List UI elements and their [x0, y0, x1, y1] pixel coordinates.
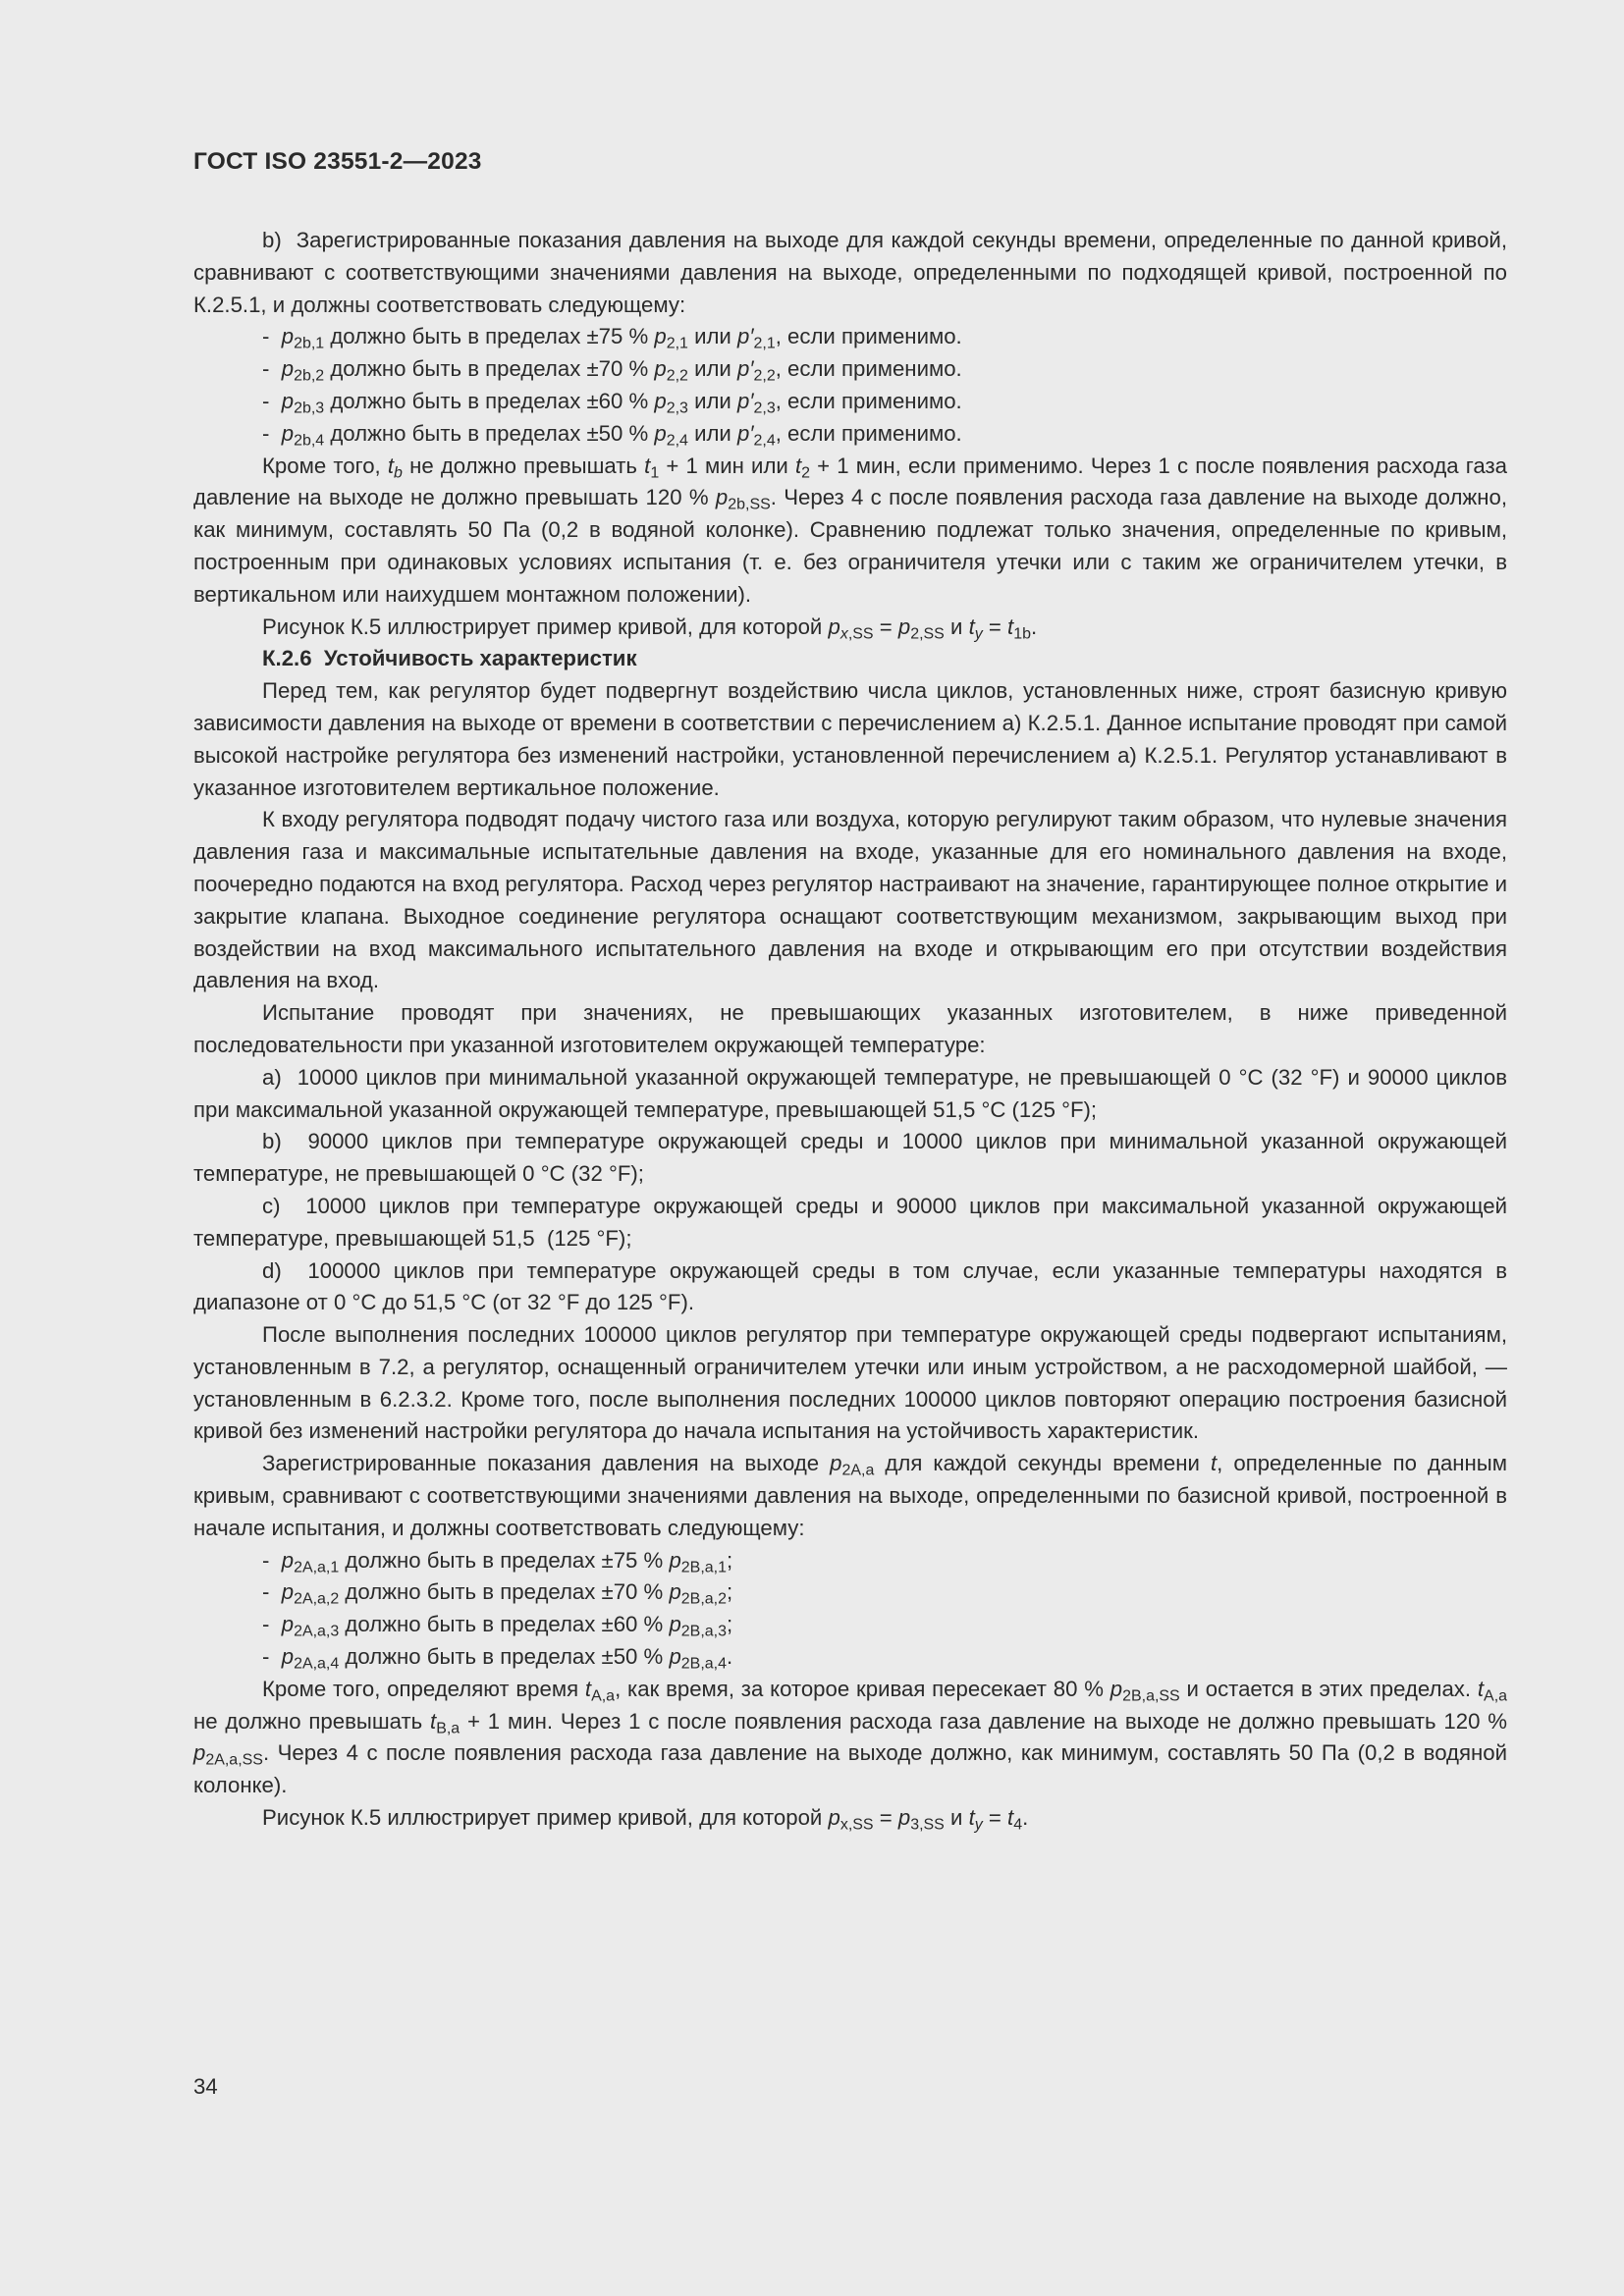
- list-item: - $p_{2b,1}$ должно быть в пределах ±75 % $p_{2,1}$ или $p'_{2,1}$, если применимо.: [262, 324, 962, 352]
- document-header: ГОСТ ISO 23551-2—2023: [193, 148, 482, 175]
- paragraph: Испытание проводят при значениях, не превышающих указанных изготовителем, в ниже приведенной последовательности при указанной изготовителем окружающей температуре:: [193, 1000, 1507, 1057]
- paragraph: Кроме того, $t_b$ не должно превышать $t_1 + 1$ мин или $t_2 + 1$ мин, если применимо. Через 1 с после появления расхода газа давление на выходе не должно превышать 120 % $p_{2b,SS}$. Через 4 с после появления расхода газа давление на выходе должно, как минимум, составлять 50 Па (0,2 в водяной колонке). Сравнению подлежат только значения, определенные по кривым, построенным при одинаковых условиях испытания (т. е. без ограничителя утечки или с таким же ограничителем утечки, в вертикальном или наихудшем монтажном положении).: [193, 453, 1508, 607]
- list-item: - $p_{2А,а,3}$ должно быть в пределах ±60 % $p_{2В,а,3}$;: [262, 1612, 733, 1640]
- document-body: [193, 225, 1507, 1835]
- paragraph: Рисунок К.5 иллюстрирует пример кривой, для которой $p_{x,SS} = p_{3,SS}$ и $t_y = t_4$.: [262, 1805, 1029, 1834]
- paragraph: с) 10000 циклов при температуре окружающей среды и 90000 циклов при максимальной указанной окружающей температуре, превышающей 51,5 (125 °F);: [193, 1193, 1507, 1251]
- paragraph: Рисунок К.5 иллюстрирует пример кривой, для которой $p_{x,SS} = p_{2,SS}$ и $t_y = t_{1b}$.: [262, 614, 1038, 643]
- paragraph: b) 90000 циклов при температуре окружающей среды и 10000 циклов при минимальной указанной окружающей температуре, не превышающей 0 °С (32 °F);: [193, 1129, 1507, 1187]
- paragraph: К входу регулятора подводят подачу чистого газа или воздуха, которую регулируют таким образом, что нулевые значения давления газа и максимальные испытательные давления на входе, указанные для его номинального давления на входе, поочередно подаются на вход регулятора. Расход через регулятор настраивают на значение, гарантирующее полное открытие и закрытие клапана. Выходное соединение регулятора оснащают соответствующим механизмом, закрывающим выход при воздействии на вход максимального испытательного давления на входе и открывающим его при отсутствии воздействия давления на вход.: [193, 807, 1507, 993]
- paragraph: а) 10000 циклов при минимальной указанной окружающей температуре, не превышающей 0 °С (32 °F) и 90000 циклов при максимальной указанной окружающей температуре, превышающей 51,5 °С (125 °F);: [193, 1064, 1507, 1122]
- paragraph: После выполнения последних 100000 циклов регулятор при температуре окружающей среды подвергают испытаниям, установленным в 7.2, а регулятор, оснащенный ограничителем утечки или иным устройством, а не расходомерной шайбой, — установленным в 6.2.3.2. Кроме того, после выполнения последних 100000 циклов повторяют операцию построения базисной кривой без изменений настройки регулятора до начала испытания на устойчивость характеристик.: [193, 1322, 1507, 1444]
- paragraph: d) 100000 циклов при температуре окружающей среды в том случае, если указанные температуры находятся в диапазоне от 0 °С до 51,5 °С (от 32 °F до 125 °F).: [193, 1257, 1507, 1315]
- list-item: - $p_{2b,4}$ должно быть в пределах ±50 % $p_{2,4}$ или $p'_{2,4}$, если применимо.: [262, 420, 962, 450]
- section-heading: К.2.6 Устойчивость характеристик: [262, 646, 637, 671]
- list-item: - $p_{2b,2}$ должно быть в пределах ±70 % $p_{2,2}$ или $p'_{2,2}$, если применимо.: [262, 356, 962, 385]
- paragraph: Зарегистрированные показания давления на выходе $p_{2А,а}$ для каждой секунды времени t, определенные по данным кривым, сравнивают с соответствующими значениями давления на выходе, определенными по базисной кривой, построенной в начале испытания, и должны соответствовать следующему:: [193, 1451, 1507, 1540]
- list-item: - $p_{2А,а,1}$ должно быть в пределах ±75 % $p_{2В,а,1}$;: [262, 1547, 733, 1576]
- paragraph: Кроме того, определяют время $t_{А,а}$, как время, за которое кривая пересекает 80 % $p_{2В,а,SS}$ и остается в этих пределах. $t_{А,а}$ не должно превышать $t_{В,а} + 1$ мин. Через 1 с после появления расхода газа давление на выходе не должно превышать 120 % $p_{2А,а,SS}$. Через 4 с после появления расхода газа давление на выходе должно, как минимум, составлять 50 Па (0,2 в водяной колонке).: [193, 1676, 1508, 1798]
- list-item: - $p_{2А,а,2}$ должно быть в пределах ±70 % $p_{2В,а,2}$;: [262, 1579, 733, 1608]
- paragraph: Перед тем, как регулятор будет подвергнут воздействию числа циклов, установленных ниже, строят базисную кривую зависимости давления на выходе от времени в соответствии с перечислением а) К.2.5.1. Данное испытание проводят при самой высокой настройке регулятора без изменений настройки, установленной перечислением а) К.2.5.1. Регулятор устанавливают в указанное изготовителем вертикальное положение.: [193, 678, 1507, 800]
- page-number: 34: [193, 2074, 218, 2099]
- paragraph: b) Зарегистрированные показания давления на выходе для каждой секунды времени, определенные по данной кривой, сравнивают с соответствующими значениями давления на выходе, определенными по подходящей кривой, построенной по К.2.5.1, и должны соответствовать следующему:: [193, 228, 1507, 317]
- list-item: - $p_{2А,а,4}$ должно быть в пределах ±50 % $p_{2В,а,4}$.: [262, 1644, 733, 1673]
- list-item: - $p_{2b,3}$ должно быть в пределах ±60 % $p_{2,3}$ или $p'_{2,3}$, если применимо.: [262, 388, 962, 417]
